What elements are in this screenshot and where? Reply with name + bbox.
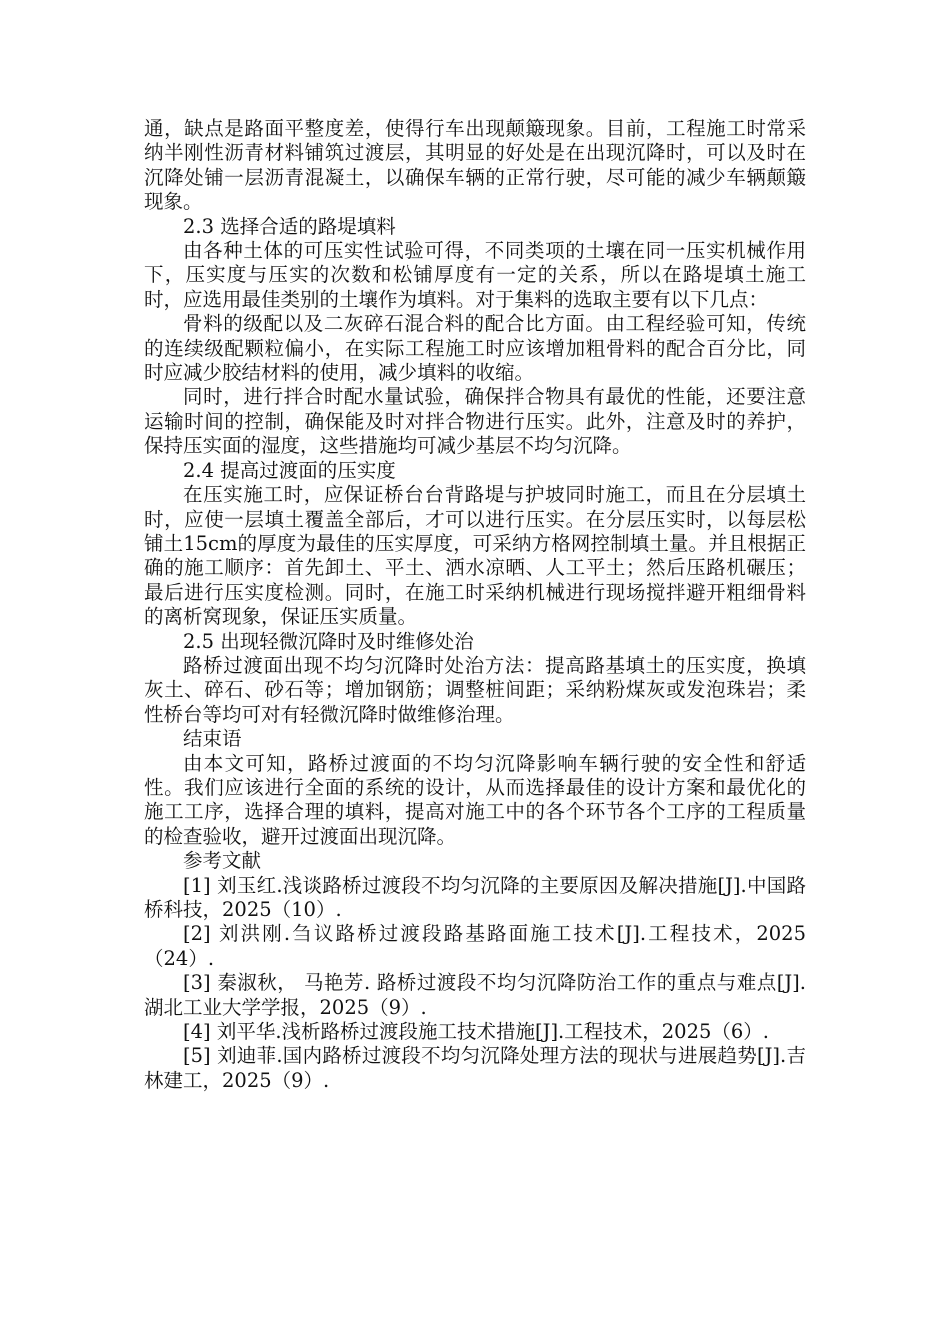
- paragraph-repair: 路桥过渡面出现不均匀沉降时处治方法：提高路基填土的压实度，换填灰土、碎石、砂石等；增加钢筋；调整桩间距；采纳粉煤灰或发泡珠岩；柔性桥台等均可对有轻微沉降时做维修治理。: [144, 653, 806, 726]
- reference-item: [4] 刘平华.浅析路桥过渡段施工技术措施[J].工程技术，2025（6）.: [183, 1020, 769, 1044]
- section-heading-2-5: 2.5 出现轻微沉降时及时维修处治: [183, 629, 474, 653]
- section-heading-2-4: 2.4 提高过渡面的压实度: [183, 458, 396, 482]
- references-heading: 参考文献: [183, 849, 262, 873]
- document-page: [144, 117, 806, 1093]
- reference-item: [1] 刘玉红.浅谈路桥过渡段不均匀沉降的主要原因及解决措施[J].中国路桥科技，2025（10）.: [144, 873, 806, 921]
- paragraph-continuation: 通，缺点是路面平整度差，使得行车出现颠簸现象。目前，工程施工时常采纳半刚性沥青材料铺筑过渡层，其明显的好处是在出现沉降时，可以及时在沉降处铺一层沥青混凝土，以确保车辆的正常行驶，尽可能的减少车辆颠簸现象。: [144, 117, 806, 214]
- paragraph-aggregate-grading: 骨料的级配以及二灰碎石混合料的配合比方面。由工程经验可知，传统的连续级配颗粒偏小，在实际工程施工时应该增加粗骨料的配合百分比，同时应减少胶结材料的使用，减少填料的收缩。: [144, 312, 806, 385]
- reference-item: [5] 刘迪菲.国内路桥过渡段不均匀沉降处理方法的现状与进展趋势[J].吉林建工，2025（9）.: [144, 1044, 806, 1092]
- paragraph-compaction: 在压实施工时，应保证桥台台背路堤与护坡同时施工，而且在分层填土时，应使一层填土覆盖全部后，才可以进行压实。在分层压实时，以每层松铺土15cm的厚度为最佳的压实厚度，可采纳方格网控制填土量。并且根据正确的施工顺序：首先卸土、平土、洒水凉晒、人工平土；然后压路机碾压；最后进行压实度检测。同时，在施工时采纳机械进行现场搅拌避开粗细骨料的离析窝现象，保证压实质量。: [144, 483, 806, 629]
- paragraph-conclusion: 由本文可知，路桥过渡面的不均匀沉降影响车辆行驶的安全性和舒适性。我们应该进行全面的系统的设计，从而选择最佳的设计方案和最优化的施工工序，选择合理的填料，提高对施工中的各个环节各个工序的工程质量的检查验收，避开过渡面出现沉降。: [144, 751, 806, 848]
- reference-item: [2] 刘洪刚.刍议路桥过渡段路基路面施工技术[J].工程技术，2025（24）.: [144, 922, 806, 970]
- paragraph-water-test: 同时，进行拌合时配水量试验，确保拌合物具有最优的性能，还要注意运输时间的控制，确保能及时对拌合物进行压实。此外，注意及时的养护，保持压实面的湿度，这些措施均可减少基层不均匀沉降。: [144, 385, 806, 458]
- section-heading-2-3: 2.3 选择合适的路堤填料: [183, 214, 396, 238]
- conclusion-heading: 结束语: [183, 727, 242, 751]
- paragraph-fill-material: 由各种土体的可压实性试验可得，不同类项的土壤在同一压实机械作用下，压实度与压实的次数和松铺厚度有一定的关系，所以在路堤填土施工时，应选用最佳类别的土壤作为填料。对于集料的选取主要有以下几点：: [144, 239, 806, 311]
- reference-item: [3] 秦淑秋， 马艳芳. 路桥过渡段不均匀沉降防治工作的重点与难点[J].湖北工业大学学报，2025（9）.: [144, 971, 806, 1019]
